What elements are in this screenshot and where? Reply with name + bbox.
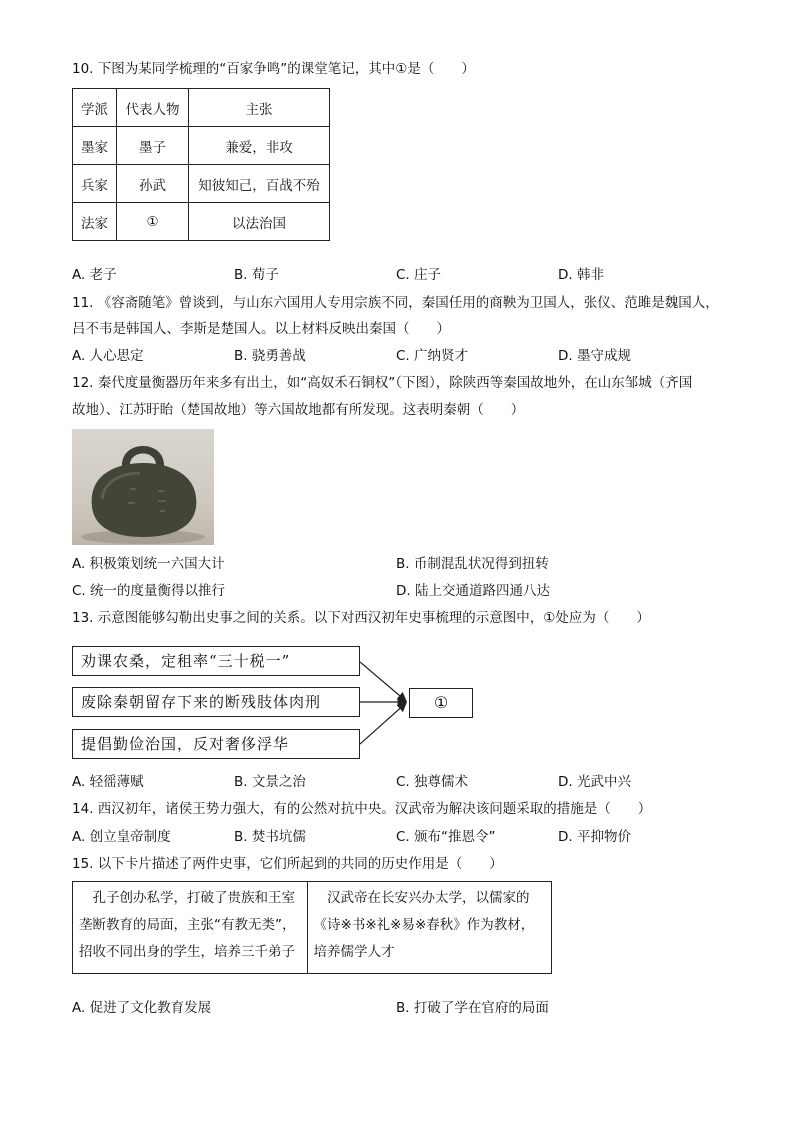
table-cell: 墨家 [73,127,117,165]
q12-option-b[interactable]: B. 币制混乱状况得到扭转 [396,556,549,572]
q15-option-a[interactable]: A. 促进了文化教育发展 [72,1000,212,1016]
card-right: 汉武帝在长安兴办太学，以儒家的《诗※书※礼※易※春秋》作为教材，培养儒学人才 [307,882,551,974]
table-cell: 墨子 [117,127,189,165]
q14-option-a[interactable]: A. 创立皇帝制度 [72,829,171,845]
q10-option-a[interactable]: A. 老子 [72,267,117,283]
table-cell: 孙武 [117,165,189,203]
q10-option-b[interactable]: B. 荀子 [234,267,279,283]
q12-option-a[interactable]: A. 积极策划统一六国大计 [72,556,225,572]
diagram-box: 劝课农桑，定租率“三十税一” [72,646,360,676]
q13-option-b[interactable]: B. 文景之治 [234,774,306,790]
table-cell: 以法治国 [189,203,330,241]
q11-stem-line1: 11. 《容斋随笔》曾谈到，与山东六国用人专用宗族不同，秦国任用的商鞅为卫国人，张仪、范雎是魏国人， [72,295,719,311]
table-header: 主张 [189,89,330,127]
q13-stem: 13. 示意图能够勾勒出史事之间的关系。以下对西汉初年史事梳理的示意图中，①处应为（ ） [72,610,650,626]
q15-option-b[interactable]: B. 打破了学在官府的局面 [396,1000,549,1016]
diagram-target-box: ① [409,688,473,718]
q12-option-d[interactable]: D. 陆上交通道路四通八达 [396,583,550,599]
diagram-box: 废除秦朝留存下来的断残肢体肉刑 [72,687,360,717]
table-cell: 兵家 [73,165,117,203]
q11-option-d[interactable]: D. 墨守成规 [558,348,631,364]
table-header: 代表人物 [117,89,189,127]
q15-stem: 15. 以下卡片描述了两件史事，它们所起到的共同的历史作用是（ ） [72,856,503,872]
q14-stem: 14. 西汉初年，诸侯王势力强大，有的公然对抗中央。汉武帝为解决该问题采取的措施是（ ） [72,801,652,817]
q14-option-b[interactable]: B. 焚书坑儒 [234,829,306,845]
q11-option-a[interactable]: A. 人心思定 [72,348,144,364]
q12-stem-line2: 故地）、江苏盱眙（楚国故地）等六国故地都有所发现。这表明秦朝（ ） [72,402,525,418]
q10-option-c[interactable]: C. 庄子 [396,267,442,283]
table-header: 学派 [73,89,117,127]
table-cell: 兼爱，非攻 [189,127,330,165]
bronze-weight-photo [72,429,214,545]
q14-option-d[interactable]: D. 平抑物价 [558,829,631,845]
q11-option-b[interactable]: B. 骁勇善战 [234,348,306,364]
q10-table [72,88,330,241]
card-left: 孔子创办私学，打破了贵族和王室垄断教育的局面，主张“有教无类”，招收不同出身的学生，培养三千弟子 [73,882,308,974]
diagram-box: 提倡勤俭治国，反对奢侈浮华 [72,729,360,759]
bronze-weight-icon [72,429,214,545]
q13-option-a[interactable]: A. 轻徭薄赋 [72,774,144,790]
table-cell: 知彼知己，百战不殆 [189,165,330,203]
q12-stem-line1: 12. 秦代度量衡器历年来多有出土，如“高奴禾石铜权”（下图），除陕西等秦国故地外，在山东邹城（齐国 [72,375,693,391]
q15-cards [72,881,552,974]
q13-option-d[interactable]: D. 光武中兴 [558,774,631,790]
q10-stem: 10. 下图为某同学梳理的“百家争鸣”的课堂笔记，其中①是（ ） [72,61,475,77]
q13-option-c[interactable]: C. 独尊儒术 [396,774,469,790]
q11-option-c[interactable]: C. 广纳贤才 [396,348,469,364]
q11-stem-line2: 吕不韦是韩国人、李斯是楚国人。以上材料反映出秦国（ ） [72,321,450,337]
q12-option-c[interactable]: C. 统一的度量衡得以推行 [72,583,226,599]
q14-option-c[interactable]: C. 颁布“推恩令” [396,829,496,845]
table-cell: 法家 [73,203,117,241]
q10-option-d[interactable]: D. 韩非 [558,267,604,283]
table-cell: ① [117,203,189,241]
